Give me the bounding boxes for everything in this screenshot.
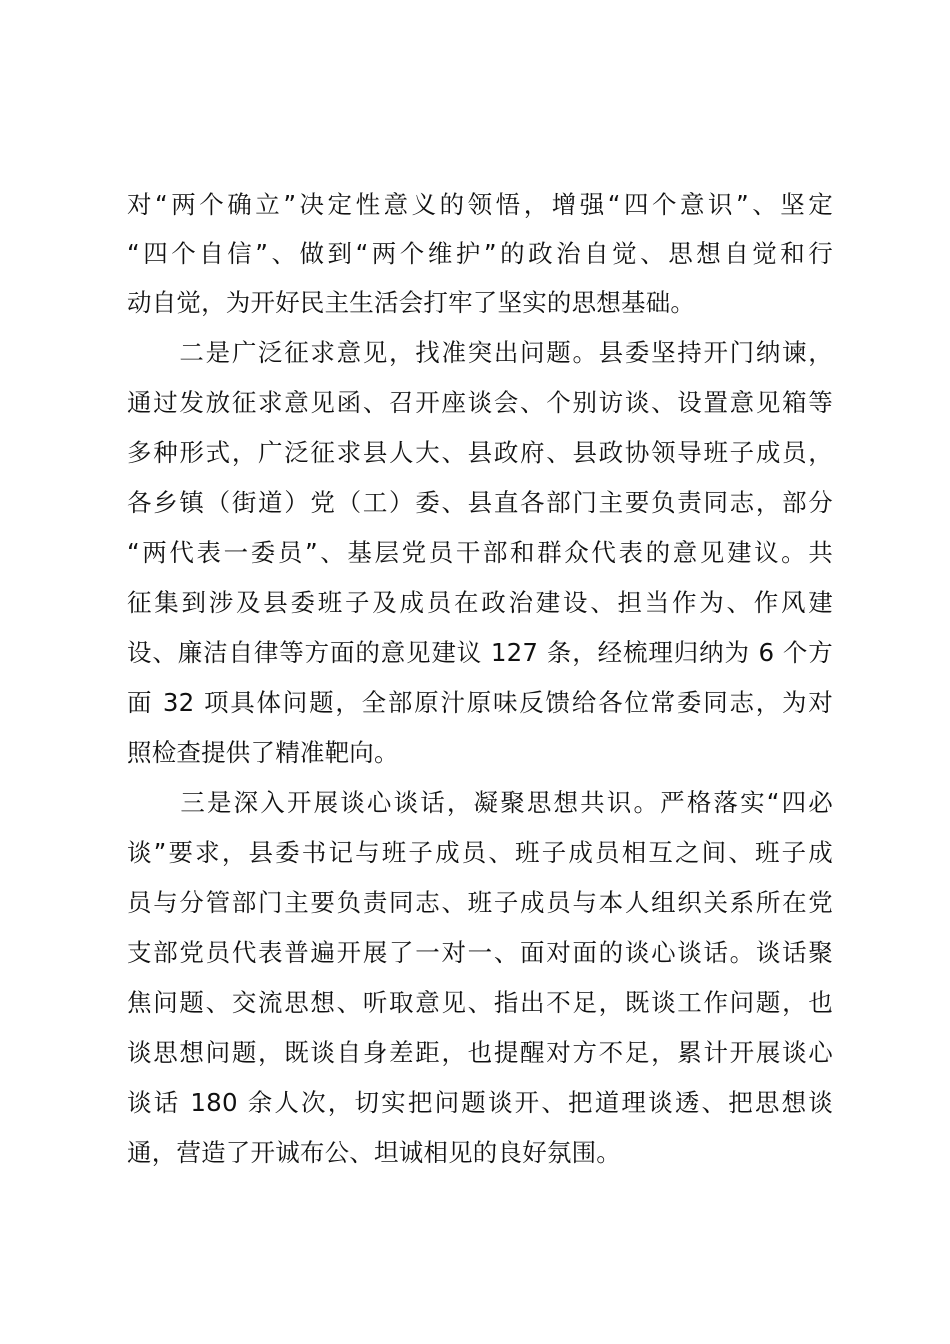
text-line: 各乡镇（街道）党（工）委、县直各部门主要负责同志，部分	[127, 488, 833, 517]
text-line: 谈”要求，县委书记与班子成员、班子成员相互之间、班子成	[127, 838, 833, 867]
text-line: 通，营造了开诚布公、坦诚相见的良好氛围。	[127, 1138, 621, 1167]
text-line: 员与分管部门主要负责同志、班子成员与本人组织关系所在党	[127, 888, 833, 917]
text-line: 通过发放征求意见函、召开座谈会、个别访谈、设置意见箱等	[127, 388, 833, 417]
text-line: 焦问题、交流思想、听取意见、指出不足，既谈工作问题，也	[127, 988, 833, 1017]
text-line: 支部党员代表普遍开展了一对一、面对面的谈心谈话。谈话聚	[127, 938, 833, 967]
text-line: 谈思想问题，既谈自身差距，也提醒对方不足，累计开展谈心	[127, 1038, 833, 1067]
text-line: “两代表一委员”、基层党员干部和群众代表的意见建议。共	[127, 538, 833, 567]
text-line: 照检查提供了精准靶向。	[127, 738, 399, 767]
text-line: 面 32 项具体问题，全部原汁原味反馈给各位常委同志，为对	[127, 688, 833, 717]
text-line: 二是广泛征求意见，找准突出问题。县委坚持开门纳谏，	[127, 338, 833, 367]
text-line: “四个自信”、做到“两个维护”的政治自觉、思想自觉和行	[127, 239, 833, 268]
text-line: 对“两个确立”决定性意义的领悟，增强“四个意识”、坚定	[127, 190, 833, 219]
text-line: 征集到涉及县委班子及成员在政治建设、担当作为、作风建	[127, 588, 833, 617]
text-line: 动自觉，为开好民主生活会打牢了坚实的思想基础。	[127, 288, 696, 317]
text-line: 三是深入开展谈心谈话，凝聚思想共识。严格落实“四必	[127, 788, 833, 817]
text-line: 设、廉洁自律等方面的意见建议 127 条，经梳理归纳为 6 个方	[127, 638, 833, 667]
text-line: 谈话 180 余人次，切实把问题谈开、把道理谈透、把思想谈	[127, 1088, 833, 1117]
text-line: 多种形式，广泛征求县人大、县政府、县政协领导班子成员，	[127, 438, 833, 467]
